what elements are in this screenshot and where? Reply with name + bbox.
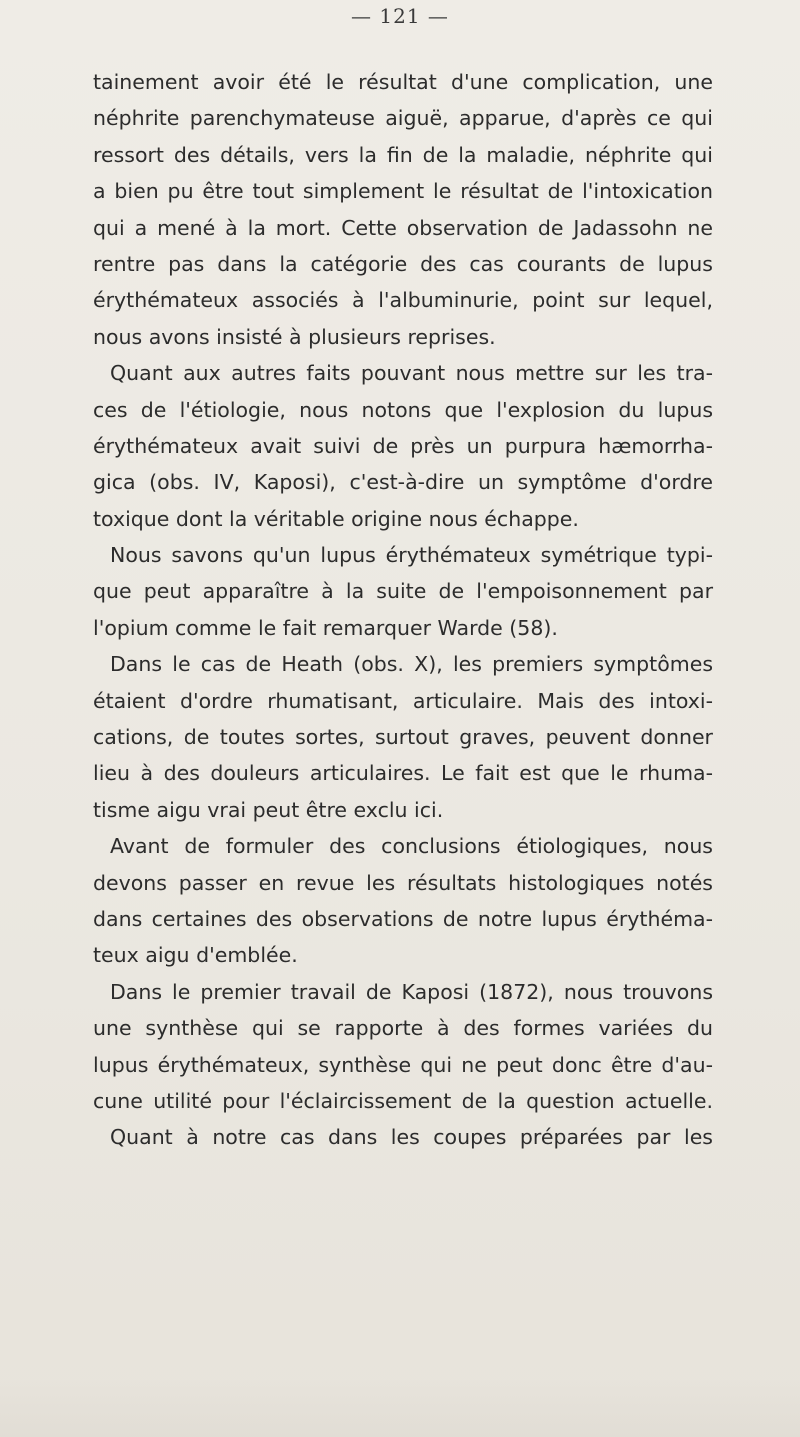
text-line: Nous savons qu'un lupus érythémateux symétrique typi- xyxy=(110,543,713,568)
text-line: toxique dont la véritable origine nous échappe. xyxy=(93,506,579,531)
page-number-header: — 121 — xyxy=(351,4,449,28)
text-line: lieu à des douleurs articulaires. Le fait est que le rhuma- xyxy=(93,761,713,786)
text-line: tainement avoir été le résultat d'une complication, une xyxy=(93,70,713,94)
text-line: cations, de toutes sortes, surtout graves, peuvent donner xyxy=(93,725,713,750)
text-line: Dans le premier travail de Kaposi (1872), nous trouvons xyxy=(110,979,713,1004)
paper-shading xyxy=(0,1377,800,1437)
text-line: Quant aux autres faits pouvant nous mettre sur les tra- xyxy=(110,361,713,386)
text-line: Avant de formuler des conclusions étiologiques, nous xyxy=(110,834,713,859)
text-line: cune utilité pour l'éclaircissement de la question actuelle. xyxy=(93,1088,713,1113)
text-line: dans certaines des observations de notre lupus érythéma- xyxy=(93,906,713,931)
text-line: qui a mené à la mort. Cette observation de Jadassohn ne xyxy=(93,215,713,240)
text-line: une synthèse qui se rapporte à des formes variées du xyxy=(93,1016,713,1041)
text-line: devons passer en revue les résultats histologiques notés xyxy=(93,870,713,895)
text-line: lupus érythémateux, synthèse qui ne peut donc être d'au- xyxy=(93,1052,713,1077)
text-line: gica (obs. IV, Kaposi), c'est-à-dire un symptôme d'ordre xyxy=(93,470,713,495)
text-line: nous avons insisté à plusieurs reprises. xyxy=(93,324,496,349)
text-line: a bien pu être tout simplement le résultat de l'intoxication xyxy=(93,179,713,204)
text-line: tisme aigu vrai peut être exclu ici. xyxy=(93,797,444,822)
text-line: ressort des détails, vers la fin de la maladie, néphrite qui xyxy=(93,142,713,167)
text-line: Dans le cas de Heath (obs. X), les premiers symptômes xyxy=(110,652,713,677)
text-line: érythémateux associés à l'albuminurie, point sur lequel, xyxy=(93,288,713,313)
text-line: que peut apparaître à la suite de l'empoisonnement par xyxy=(93,579,713,604)
text-line: Quant à notre cas dans les coupes préparées par les xyxy=(110,1125,713,1150)
text-line: teux aigu d'emblée. xyxy=(93,943,298,968)
text-line: étaient d'ordre rhumatisant, articulaire. Mais des intoxi- xyxy=(93,688,713,713)
body-text xyxy=(93,64,713,1156)
text-line: néphrite parenchymateuse aiguë, apparue, d'après ce qui xyxy=(93,106,713,131)
text-line: érythémateux avait suivi de près un purpura hæmorrha- xyxy=(93,433,713,458)
text-line: rentre pas dans la catégorie des cas courants de lupus xyxy=(93,251,713,276)
text-line: l'opium comme le fait remarquer Warde (58). xyxy=(93,615,558,640)
text-line: ces de l'étiologie, nous notons que l'explosion du lupus xyxy=(93,397,713,422)
